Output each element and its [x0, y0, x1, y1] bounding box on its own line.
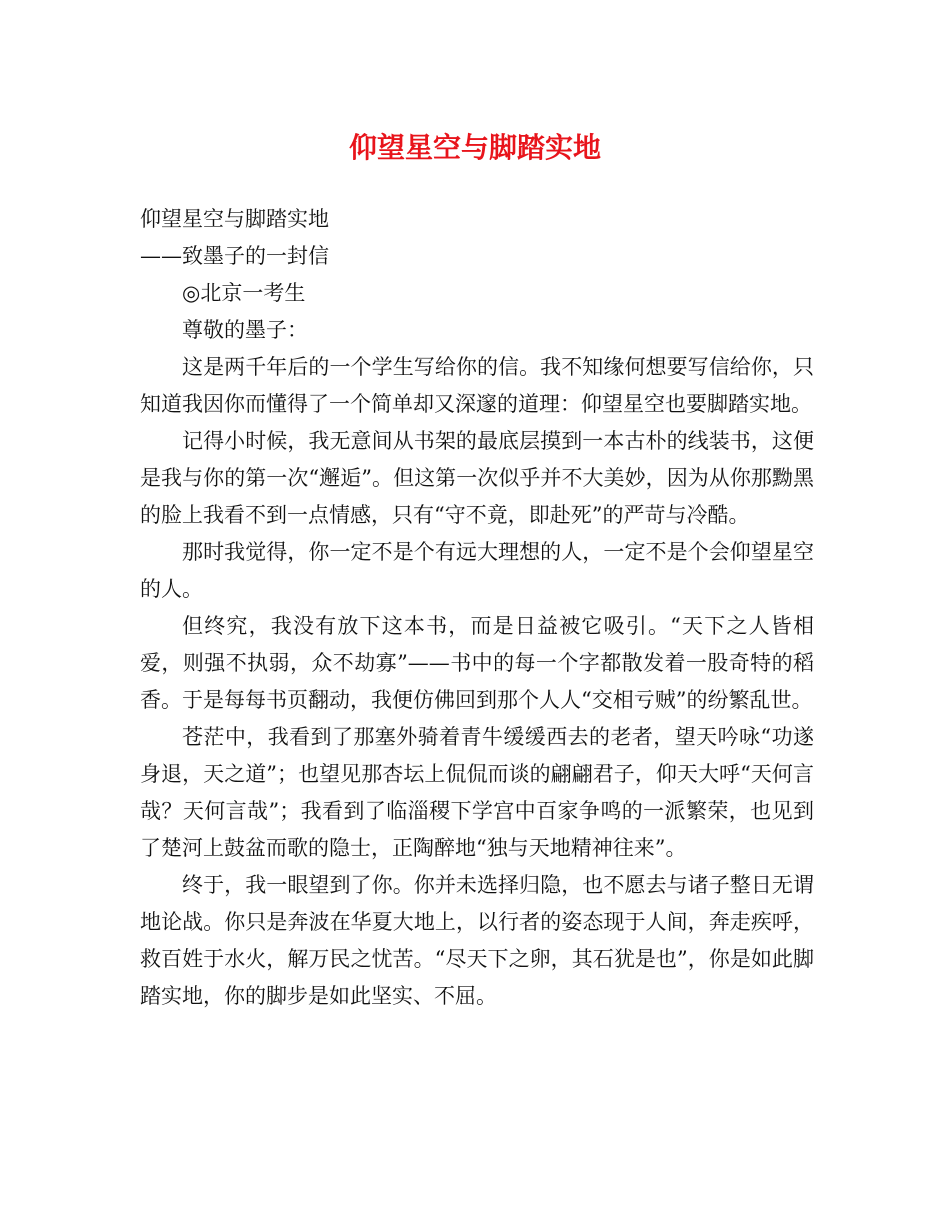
body-paragraph: 这是两千年后的一个学生写给你的信。我不知缘何想要写信给你，只知道我因你而懂得了一个简单却又深邃的道理：仰望星空也要脚踏实地。: [140, 355, 814, 416]
document-body: [140, 201, 814, 1015]
body-paragraph: 苍茫中，我看到了那塞外骑着青牛缓缓西去的老者，望天吟咏“功遂身退，天之道”；也望见那杏坛上侃侃而谈的翩翩君子，仰天大呼“天何言哉？天何言哉”；我看到了临淄稷下学宫中百家争鸣的一派繁荣，也见到了楚河上鼓盆而歌的隐士，正陶醉地“独与天地精神往来”。: [140, 725, 814, 860]
document-title: 仰望星空与脚踏实地: [348, 131, 601, 164]
body-paragraph: 那时我觉得，你一定不是个有远大理想的人，一定不是个会仰望星空的人。: [140, 540, 814, 601]
subtitle-heading: 仰望星空与脚踏实地: [140, 207, 329, 231]
body-paragraph: 但终究，我没有放下这本书，而是日益被它吸引。“天下之人皆相爱，则强不执弱，众不劫寡”——书中的每一个字都散发着一股奇特的稻香。于是每每书页翻动，我便仿佛回到那个人人“交相亏贼”的纷繁乱世。: [140, 614, 814, 712]
body-paragraph: 终于，我一眼望到了你。你并未选择归隐，也不愿去与诸子整日无谓地论战。你只是奔波在华夏大地上，以行者的姿态现于人间，奔走疾呼，救百姓于水火，解万民之忧苦。“尽天下之卵，其石犹是也”，你是如此脚踏实地，你的脚步是如此坚实、不屈。: [140, 873, 814, 1008]
body-paragraph: 记得小时候，我无意间从书架的最底层摸到一本古朴的线装书，这便是我与你的第一次“邂逅”。但这第一次似乎并不大美妙，因为从你那黝黑的脸上我看不到一点情感，只有“守不竟，即赴死”的严苛与冷酷。: [140, 429, 814, 527]
author-line: ◎北京一考生: [182, 281, 306, 305]
letter-subtitle: ——致墨子的一封信: [140, 244, 329, 268]
salutation: 尊敬的墨子：: [182, 318, 308, 342]
